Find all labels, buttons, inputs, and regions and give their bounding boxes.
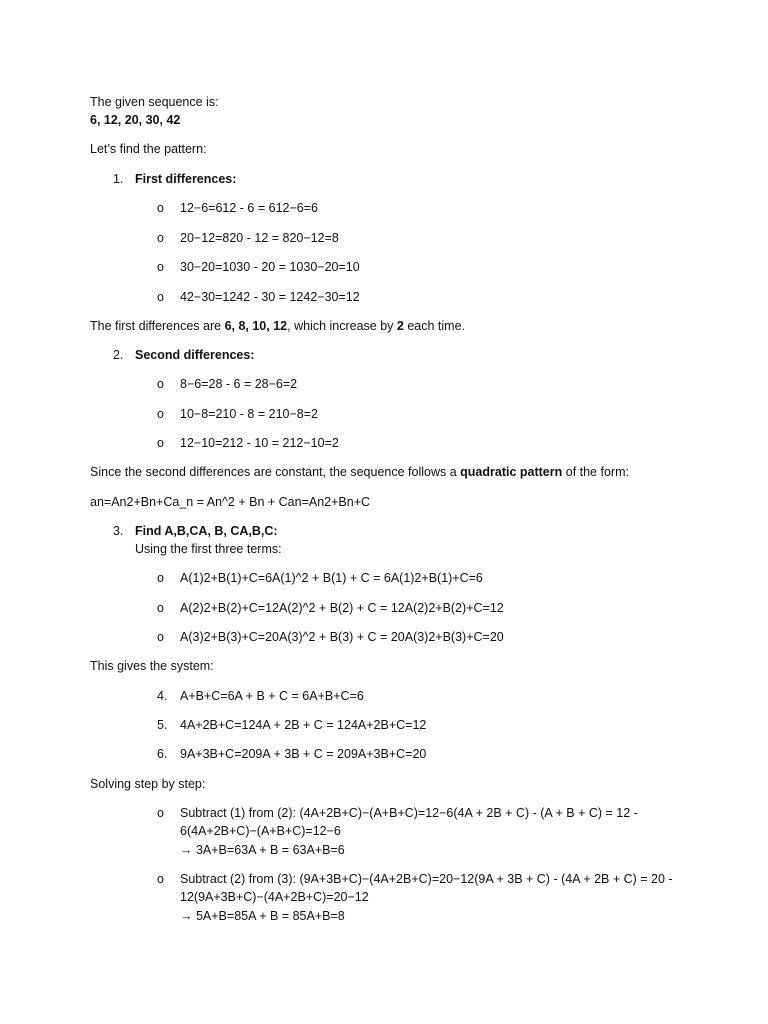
equation: 9A+3B+C=209A + 3B + C = 209A+3B+C=20 — [180, 747, 427, 761]
system-intro: This gives the system: — [90, 659, 214, 673]
intro-line: The given sequence is: — [90, 95, 219, 109]
list-item: 20−12=820 - 12 = 820−12=8 — [180, 231, 339, 245]
list-item: 30−20=1030 - 20 = 1030−20=10 — [180, 260, 360, 274]
quadratic-formula: an=An2+Bn+Ca_n = An^2 + Bn + Can=An2+Bn+C — [90, 495, 371, 509]
solving-step-line: Subtract (2) from (3): (9A+3B+C)−(4A+2B+C)=20−12(9A + 3B + C) - (4A + 2B + C) = 20 - — [180, 872, 673, 886]
list-item: 8−6=28 - 6 = 28−6=2 — [180, 377, 298, 391]
summary-text: , which increase by — [287, 319, 397, 333]
solving-step-line: 12(9A+3B+C)−(4A+2B+C)=20−12 — [180, 890, 369, 904]
bullet-icon: o — [157, 436, 164, 450]
list-item: 12−10=212 - 10 = 212−10=2 — [180, 436, 339, 450]
bullet-icon: o — [157, 290, 164, 304]
bullet-icon: o — [157, 377, 164, 391]
solving-step-result: → 5A+B=85A + B = 85A+B=8 — [180, 909, 345, 923]
summary-bold: 2 — [396, 319, 404, 333]
equation-number: 6. — [157, 747, 168, 761]
list-item: A(1)2+B(1)+C=6A(1)^2 + B(1) + C = 6A(1)2+B(1)+C=6 — [180, 571, 483, 585]
bullet-icon: o — [157, 201, 164, 215]
bullet-icon: o — [157, 260, 164, 274]
bullet-icon: o — [157, 806, 164, 820]
summary-text: each time. — [403, 319, 465, 333]
step-title-text: Second differences: — [135, 348, 255, 362]
step-number: 1. — [113, 172, 124, 186]
step-subtitle: Using the first three terms: — [135, 542, 282, 556]
list-item: 10−8=210 - 8 = 210−8=2 — [180, 407, 318, 421]
bullet-icon: o — [157, 231, 164, 245]
summary-text: Since the second differences are constant, the sequence follows a — [90, 465, 461, 479]
sequence-line — [90, 111, 180, 129]
equation: 4A+2B+C=124A + 2B + C = 124A+2B+C=12 — [180, 718, 427, 732]
list-item: 42−30=1242 - 30 = 1242−30=12 — [180, 290, 360, 304]
bullet-icon: o — [157, 601, 164, 615]
solving-step-line: 6(4A+2B+C)−(A+B+C)=12−6 — [180, 824, 341, 838]
bullet-icon: o — [157, 571, 164, 585]
pattern-line: Let’s find the pattern: — [90, 142, 207, 156]
bullet-icon: o — [157, 630, 164, 644]
bullet-icon: o — [157, 407, 164, 421]
list-item: A(2)2+B(2)+C=12A(2)^2 + B(2) + C = 12A(2)2+B(2)+C=12 — [180, 601, 504, 615]
step-title-text: First differences: — [135, 172, 237, 186]
sequence-text: 6, 12, 20, 30, 42 — [90, 113, 181, 127]
first-differences-summary — [90, 317, 465, 335]
list-item: 12−6=612 - 6 = 612−6=6 — [180, 201, 318, 215]
solving-step-result: → 3A+B=63A + B = 63A+B=6 — [180, 843, 345, 857]
equation-number: 4. — [157, 689, 168, 703]
bullet-icon: o — [157, 872, 164, 886]
list-item: A(3)2+B(3)+C=20A(3)^2 + B(3) + C = 20A(3)2+B(3)+C=20 — [180, 630, 504, 644]
step-number: 3. — [113, 524, 124, 538]
summary-bold: 6, 8, 10, 12 — [224, 319, 288, 333]
summary-bold: quadratic pattern — [460, 465, 563, 479]
step-title — [135, 522, 278, 540]
step-title-text: Find A,B,CA, B, CA,B,C: — [135, 524, 278, 538]
step-title — [135, 170, 236, 188]
equation-number: 5. — [157, 718, 168, 732]
second-differences-summary — [90, 463, 629, 481]
equation: A+B+C=6A + B + C = 6A+B+C=6 — [180, 689, 364, 703]
step-number: 2. — [113, 348, 124, 362]
solving-intro: Solving step by step: — [90, 777, 206, 791]
summary-text: The first differences are — [90, 319, 225, 333]
step-title — [135, 346, 254, 364]
solving-step-line: Subtract (1) from (2): (4A+2B+C)−(A+B+C)=12−6(4A + 2B + C) - (A + B + C) = 12 - — [180, 806, 638, 820]
summary-text: of the form: — [562, 465, 629, 479]
